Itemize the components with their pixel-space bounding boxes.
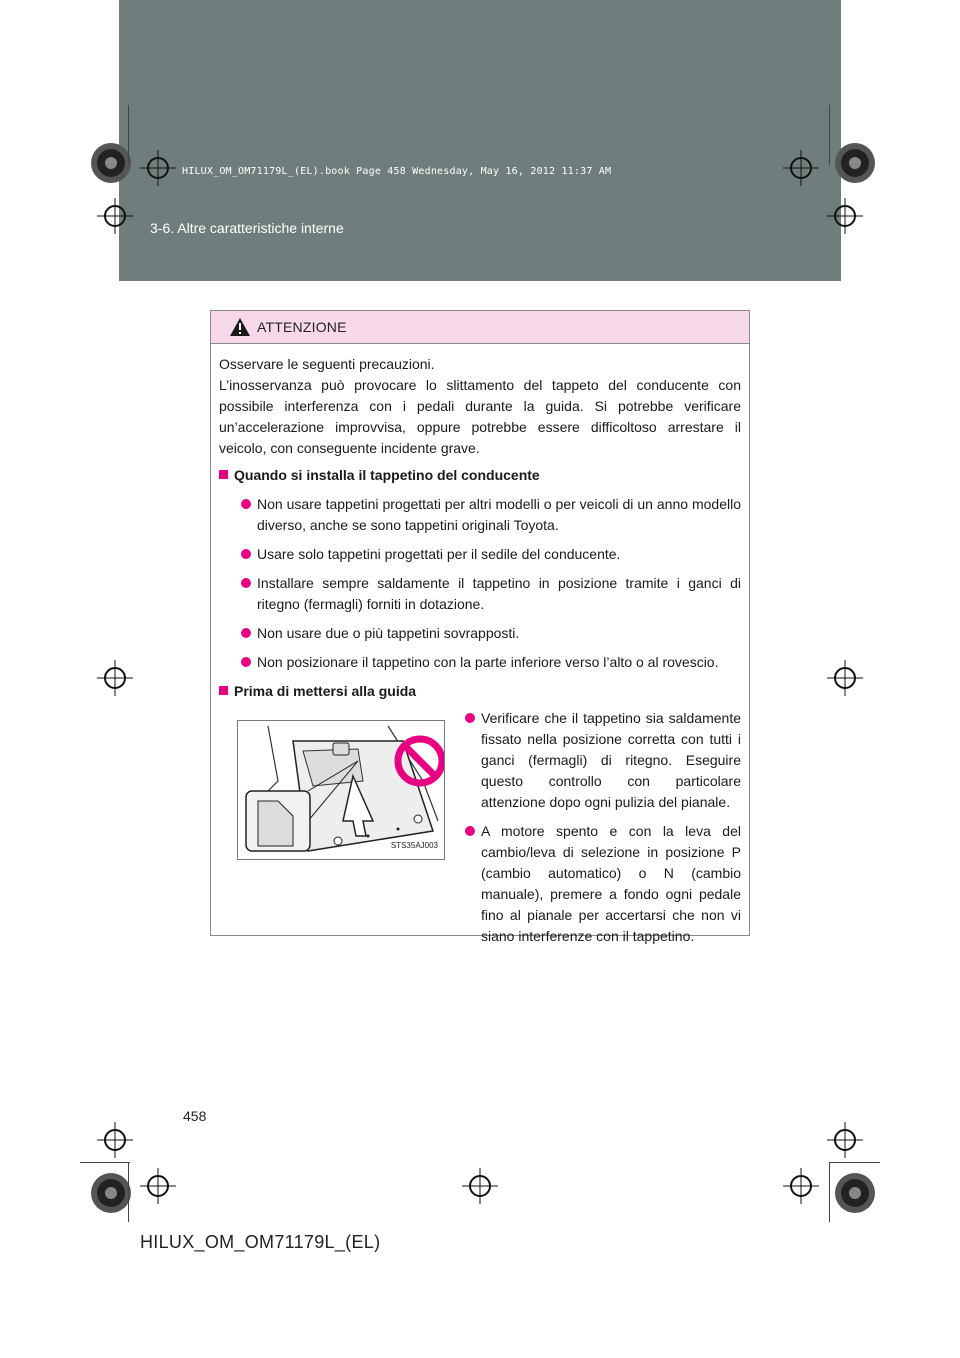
list-item xyxy=(219,494,741,536)
intro-paragraph: L’inosservanza può provocare lo slittamento del tappeto del conducente con possibile interferenza con i pedali durante la guida. Si potrebbe verificare un’accelerazione improvvisa, oppure potrebbe essere difficoltoso arrestare il veicolo, con conseguente incidente grave. xyxy=(219,377,741,456)
warning-body xyxy=(211,344,749,947)
book-stamp: HILUX_OM_OM71179L_(EL).book Page 458 Wednesday, May 16, 2012 11:37 AM xyxy=(182,166,612,177)
section-heading xyxy=(219,465,741,486)
warning-triangle-icon xyxy=(229,317,251,337)
warning-box xyxy=(210,310,750,944)
crosshair-icon xyxy=(140,150,176,186)
list-item-text: Usare solo tappetini progettati per il sedile del conducente. xyxy=(257,546,621,562)
document-code: HILUX_OM_OM71179L_(EL) xyxy=(140,1232,381,1252)
warning-label: ATTENZIONE xyxy=(257,319,347,335)
list-item-text: Non usare tappetini progettati per altri modelli o per veicoli di un anno modello diverso, anche se sono tappetini originali Toyota. xyxy=(257,496,741,533)
section-title: 3-6. Altre caratteristiche interne xyxy=(150,220,344,236)
crop-line xyxy=(830,1162,880,1163)
list-item-text: A motore spento e con la leva del cambio/leva di selezione in posizione P (cambio automatico) o N (cambio manuale), premere a fondo ogni pedale fino al pianale per accertarsi che non vi siano interferenze con il tappetino. xyxy=(481,823,741,944)
figure-code: STS35AJ003 xyxy=(390,841,438,850)
crosshair-icon xyxy=(783,150,819,186)
registration-mark-icon xyxy=(832,140,878,186)
crosshair-icon xyxy=(462,1168,498,1204)
dot-bullet-icon xyxy=(465,713,475,723)
list-item-text: Non posizionare il tappetino con la parte inferiore verso l’alto o al rovescio. xyxy=(257,654,719,670)
list-item xyxy=(219,544,741,565)
page-number: 458 xyxy=(183,1108,207,1124)
crosshair-icon xyxy=(783,1168,819,1204)
crosshair-icon xyxy=(827,198,863,234)
list-item xyxy=(465,821,741,947)
dot-bullet-icon xyxy=(465,826,475,836)
list-item-text: Non usare due o più tappetini sovrapposti. xyxy=(257,625,520,641)
intro-line: Osservare le seguenti precauzioni. xyxy=(219,356,435,372)
dot-bullet-icon xyxy=(241,578,251,588)
warning-header xyxy=(211,311,749,344)
figure-side-text xyxy=(445,708,741,947)
crosshair-icon xyxy=(97,660,133,696)
square-bullet-icon xyxy=(219,470,228,479)
figure-with-text xyxy=(219,708,741,947)
crosshair-icon xyxy=(97,198,133,234)
crop-line xyxy=(829,1162,830,1222)
crop-line xyxy=(128,1162,129,1222)
dot-bullet-icon xyxy=(241,628,251,638)
dot-bullet-icon xyxy=(241,657,251,667)
crosshair-icon xyxy=(827,1122,863,1158)
crop-line xyxy=(829,105,830,165)
dot-bullet-icon xyxy=(241,499,251,509)
list-item-text: Installare sempre saldamente il tappetino in posizione tramite i ganci di ritegno (fermagli) forniti in dotazione. xyxy=(257,575,741,612)
list-item xyxy=(219,623,741,644)
section-heading-text: Prima di mettersi alla guida xyxy=(234,683,417,699)
list-item-text: Verificare che il tappetino sia saldamente fissato nella posizione corretta con tutti i ganci (fermagli) di ritegno. Eseguire questo controllo con particolare attenzione dopo ogni pulizia del pianale. xyxy=(481,710,741,810)
crop-line xyxy=(80,1162,130,1163)
list-item xyxy=(219,652,741,673)
square-bullet-icon xyxy=(219,686,228,695)
floor-mat-illustration xyxy=(237,720,445,860)
list-item xyxy=(465,708,741,813)
dot-bullet-icon xyxy=(241,549,251,559)
section-heading xyxy=(219,681,741,702)
crosshair-icon xyxy=(827,660,863,696)
list-item xyxy=(219,573,741,615)
registration-mark-icon xyxy=(832,1170,878,1216)
header-band xyxy=(119,0,841,281)
section-heading-text: Quando si installa il tappetino del conducente xyxy=(234,467,540,483)
crop-line xyxy=(128,105,129,165)
crosshair-icon xyxy=(97,1122,133,1158)
crosshair-icon xyxy=(140,1168,176,1204)
